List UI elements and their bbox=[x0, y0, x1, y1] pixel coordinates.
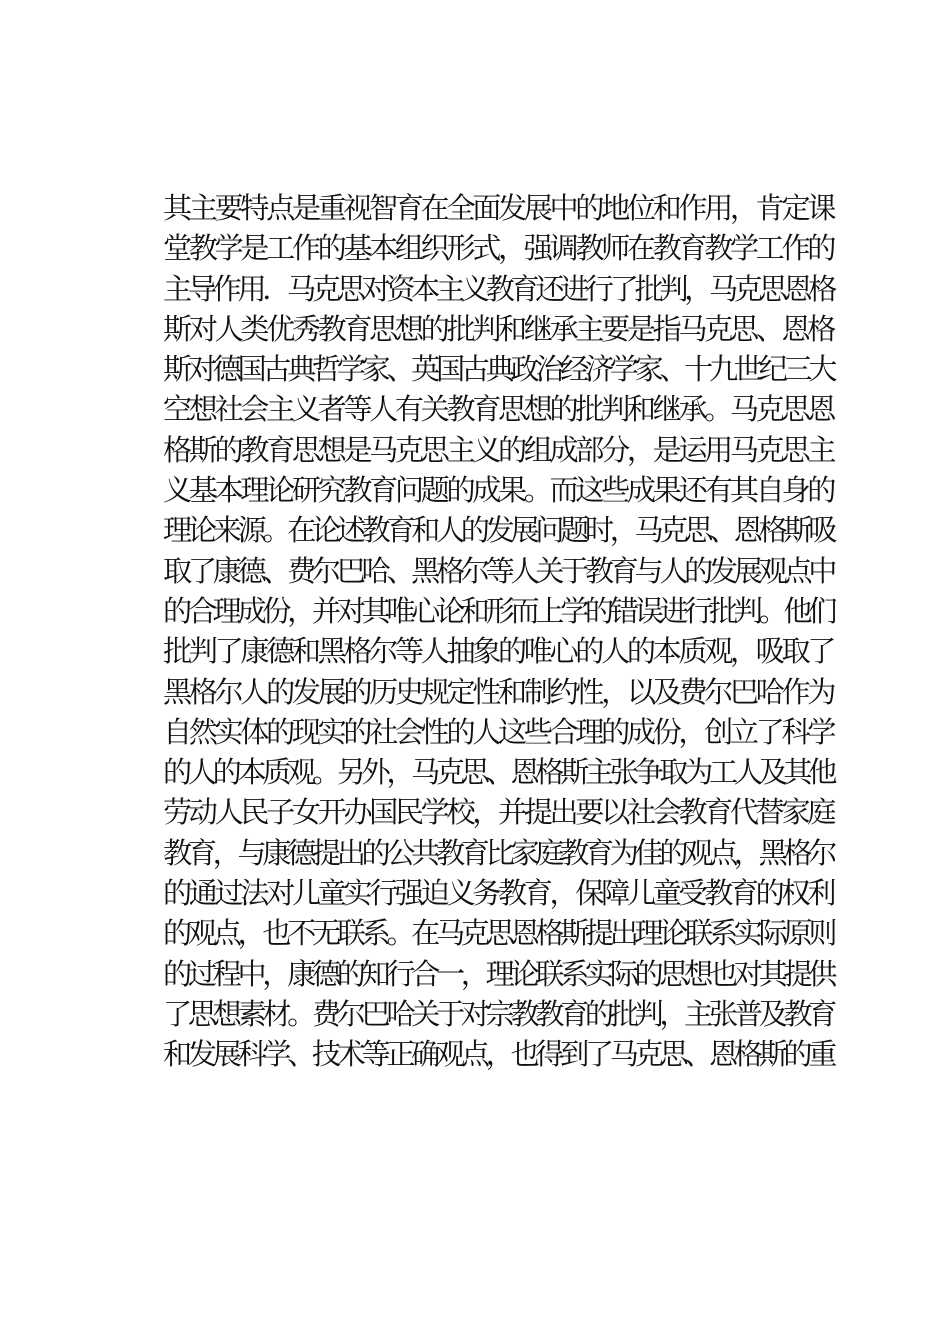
text-line: 堂教学是工作的基本组织形式，强调教师在教育教学工作的 bbox=[163, 231, 833, 266]
body-paragraph bbox=[163, 188, 833, 1075]
text-line: 的人的本质观。另外，马克思、恩格斯主张争取为工人及其他 bbox=[163, 755, 834, 790]
text-line: 批判了康德和黑格尔等人抽象的唯心的人的本质观，吸取了 bbox=[163, 634, 833, 669]
text-line: 的合理成份，并对其唯心论和形而上学的错误进行批判。他们 bbox=[163, 593, 834, 628]
text-line: 的过程中，康德的知行合一，理论联系实际的思想也对其提供 bbox=[163, 956, 834, 991]
text-line: 劳动人民子女开办国民学校，并提出要以社会教育代替家庭 bbox=[163, 795, 833, 830]
text-line: 黑格尔人的发展的历史规定性和制约性，以及费尔巴哈作为 bbox=[163, 674, 833, 709]
text-line: 自然实体的现实的社会性的人这些合理的成份，创立了科学 bbox=[163, 714, 833, 749]
text-line: 了思想素材。费尔巴哈关于对宗教教育的批判，主张普及教育 bbox=[163, 996, 834, 1031]
text-line: 的观点，也不无联系。在马克思恩格斯提出理论联系实际原则 bbox=[163, 916, 834, 951]
text-line: 取了康德、费尔巴哈、黑格尔等人关于教育与人的发展观点中 bbox=[163, 553, 834, 588]
text-line: 其主要特点是重视智育在全面发展中的地位和作用，肯定课 bbox=[163, 191, 833, 225]
text-line: 主导作用．马克思对资本主义教育还进行了批判，马克思恩格 bbox=[163, 271, 834, 306]
text-line: 斯对德国古典哲学家、英国古典政治经济学家、十九世纪三大 bbox=[163, 352, 834, 387]
text-line: 的通过法对儿童实行强迫义务教育，保障儿童受教育的权利 bbox=[163, 876, 833, 911]
text-line: 斯对人类优秀教育思想的批判和继承主要是指马克思、恩格 bbox=[163, 311, 833, 346]
text-line: 和发展科学、技术等正确观点，也得到了马克思、恩格斯的重 bbox=[163, 1037, 834, 1072]
text-line: 理论来源。在论述教育和人的发展问题时，马克思、恩格斯吸 bbox=[163, 513, 834, 548]
text-line: 教育，与康德提出的公共教育比家庭教育为佳的观点，黑格尔 bbox=[163, 835, 834, 870]
text-line: 义基本理论研究教育问题的成果。而这些成果还有其自身的 bbox=[163, 473, 833, 508]
text-line: 空想社会主义者等人有关教育思想的批判和继承。马克思恩 bbox=[163, 392, 833, 427]
text-line: 格斯的教育思想是马克思主义的组成部分，是运用马克思主 bbox=[163, 432, 833, 467]
